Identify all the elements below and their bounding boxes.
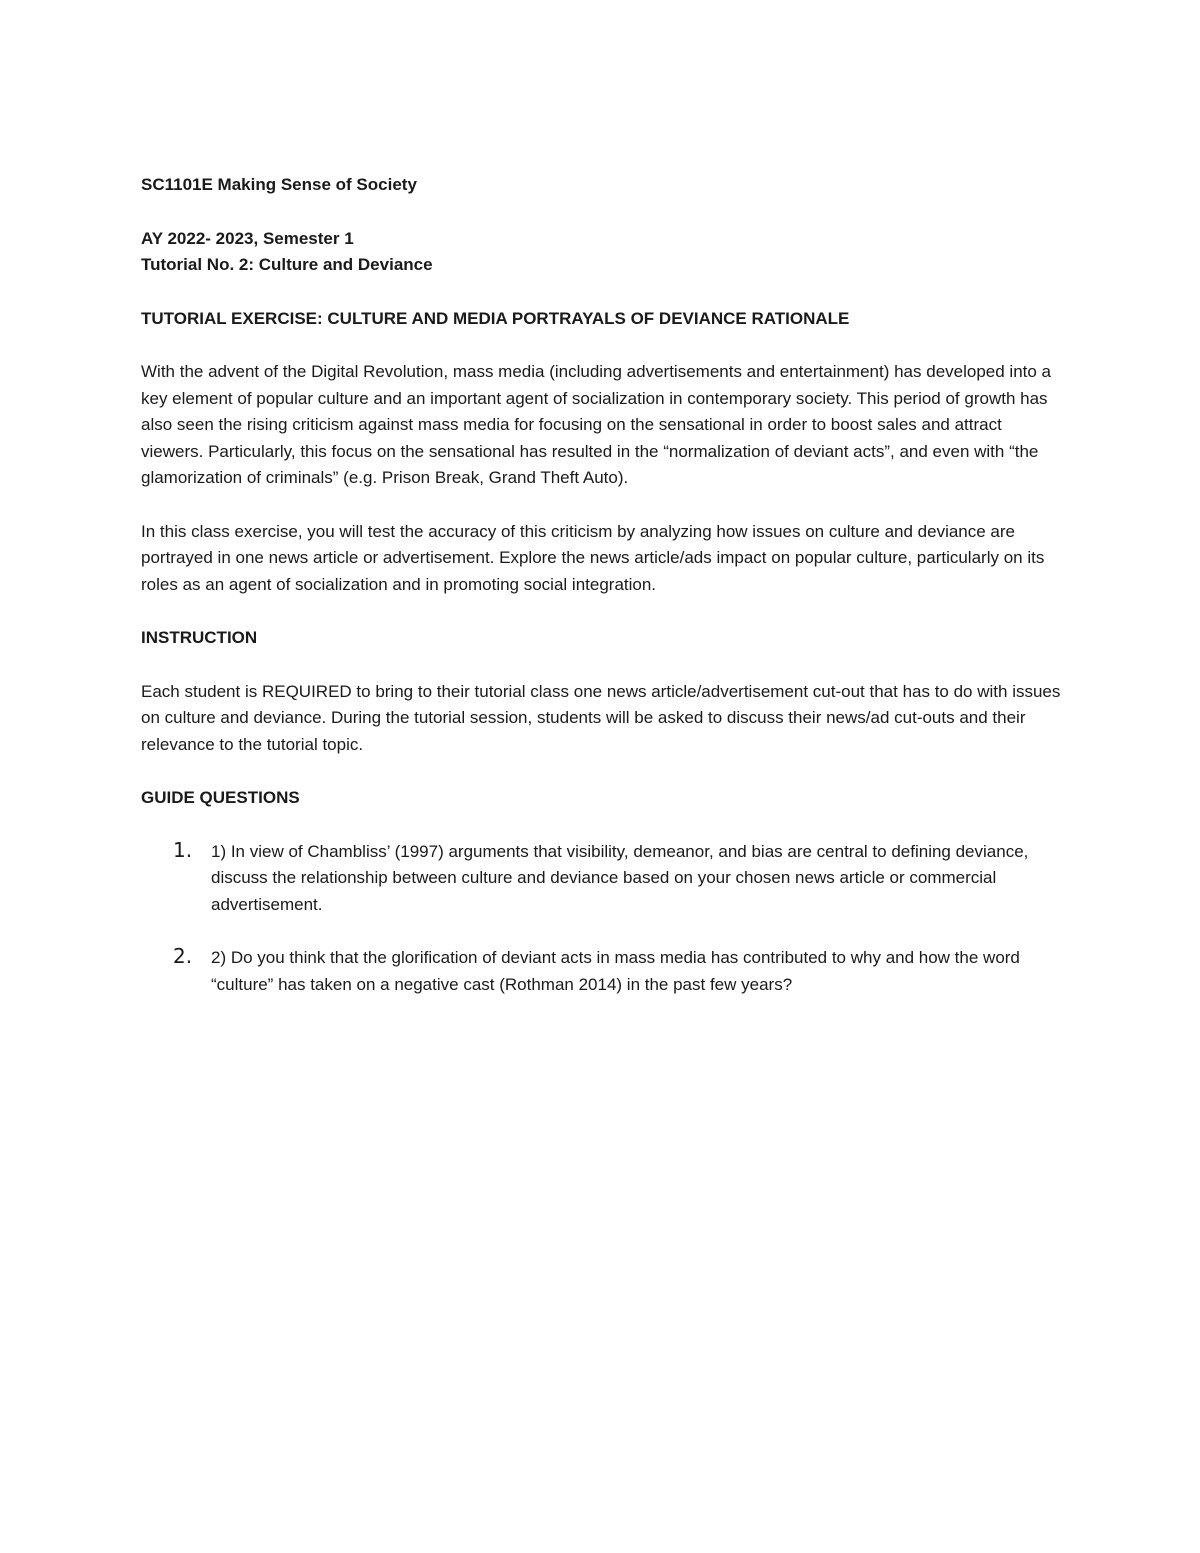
question-text: 1) In view of Chambliss’ (1997) arguments that visibility, demeanor, and bias are central to defining deviance, discuss the relationship between culture and deviance based on your chosen news article or commercial advertisement. [211,841,1029,914]
guide-question-item [141,839,1066,919]
exercise-heading: TUTORIAL EXERCISE: CULTURE AND MEDIA PORTRAYALS OF DEVIANCE RATIONALE [141,308,850,328]
academic-year: AY 2022- 2023, Semester 1 [141,228,354,248]
question-number: 1. [173,837,193,862]
guide-question-item [141,945,1066,998]
guide-questions-list [141,839,1066,999]
rationale-paragraph-2: In this class exercise, you will test the accuracy of this criticism by analyzing how issues on culture and deviance are portrayed in one news article or advertisement. Explore the news article/ads impact on popular culture, particularly on its roles as an agent of socialization and in promoting social integration. [141,521,1045,594]
rationale-paragraph-1: With the advent of the Digital Revolution, mass media (including advertisements and entertainment) has developed into a key element of popular culture and an important agent of socialization in contemporary society. This period of growth has also seen the rising criticism against mass media for focusing on the sensational in order to boost sales and attract viewers. Particularly, this focus on the sensational has resulted in the “normalization of deviant acts”, and even with “the glamorization of criminals” (e.g. Prison Break, Grand Theft Auto). [141,362,1052,487]
tutorial-title: Tutorial No. 2: Culture and Deviance [141,255,433,274]
guide-questions-heading: GUIDE QUESTIONS [141,788,300,807]
instruction-heading: INSTRUCTION [141,628,258,647]
question-text: 2) Do you think that the glorification of deviant acts in mass media has contributed to why and how the word “culture” has taken on a negative cast (Rothman 2014) in the past few years? [211,948,1020,994]
question-number: 2. [173,944,193,968]
document-body [141,172,1066,1025]
instruction-paragraph: Each student is REQUIRED to bring to their tutorial class one news article/advertisement cut-out that has to do with issues on culture and deviance. During the tutorial session, students will be asked to discuss their news/ad cut-outs and their relevance to the tutorial topic. [141,681,1061,754]
course-title: SC1101E Making Sense of Society [141,175,417,194]
